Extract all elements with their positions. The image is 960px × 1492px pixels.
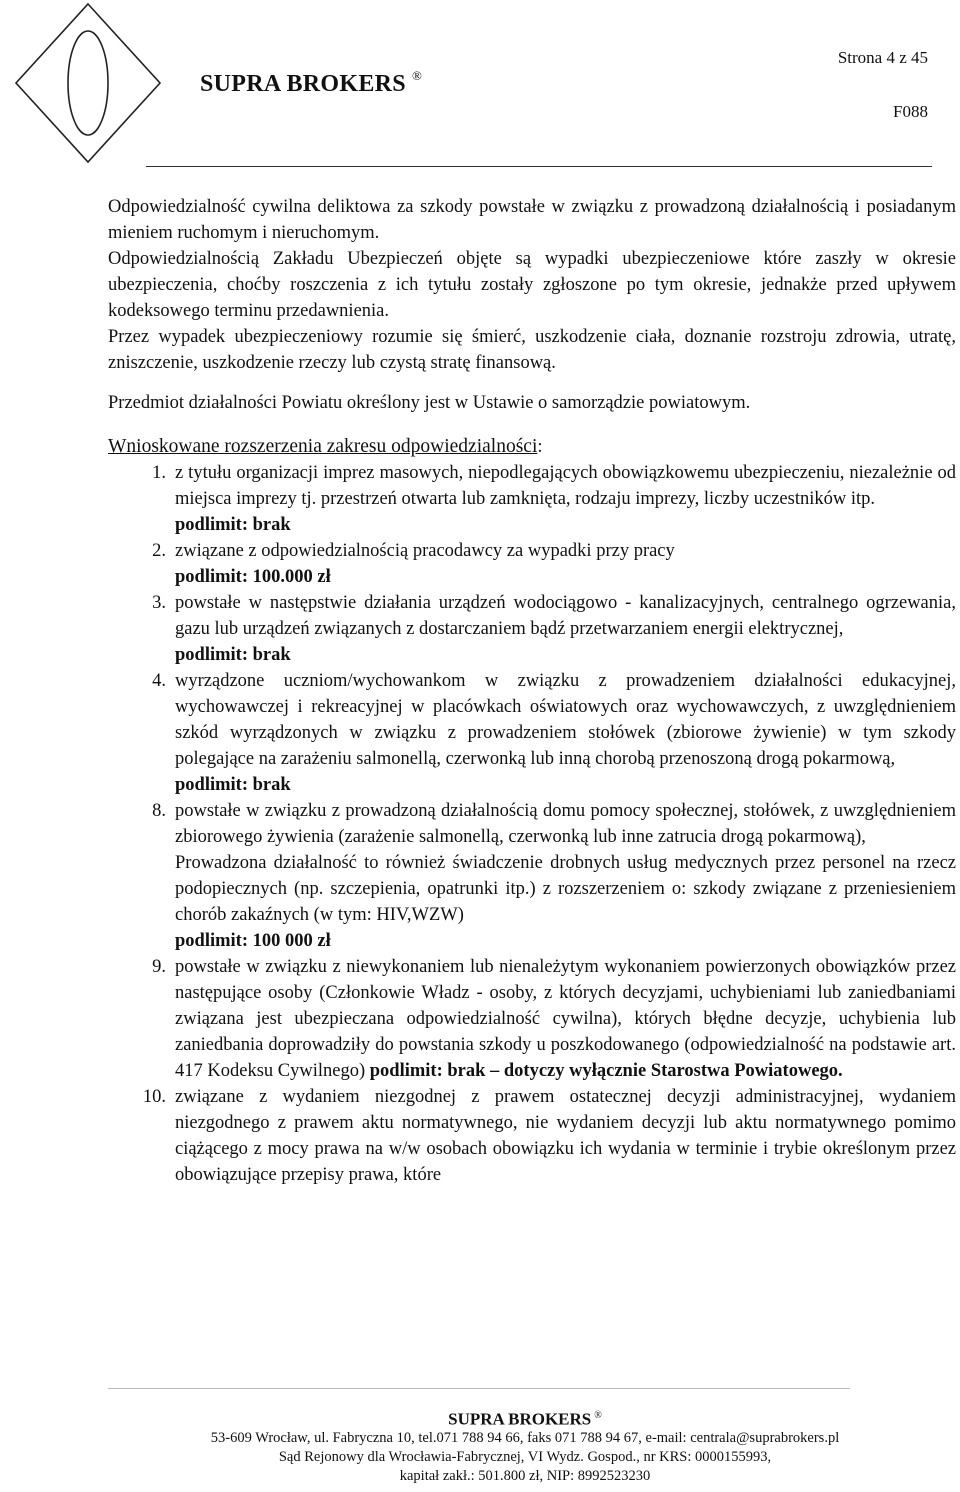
page-footer — [0, 1406, 960, 1486]
paragraph-liability: Odpowiedzialność cywilna deliktowa za szkody powstałe w związku z prowadzoną działalnością i posiadanym mieniem ruchomym i nieruchomym. — [108, 197, 956, 243]
list-item: 3. powstałe w następstwie działania urządzeń wodociągowo - kanalizacyjnych, centralnego ogrzewania, gazu lub urządzeń związanych z dostarczaniem bądź przetwarzaniem energii elektrycznej, podlimit: brak — [152, 593, 956, 665]
paragraph-scope: Odpowiedzialnością Zakładu Ubezpieczeń objęte są wypadki ubezpieczeniowe które zaszły w okresie ubezpieczenia, choćby roszczenia z ich tytułu zostały zgłoszone po tym okresie, jednakże przed upływem kodeksowego terminu przedawnienia. — [108, 249, 956, 321]
document-body — [108, 194, 956, 1188]
footer-brand: SUPRA BROKERS ® — [448, 1409, 602, 1429]
list-item: 4. wyrządzone uczniom/wychowankom w związku z prowadzeniem działalności edukacyjnej, wychowawczej i rekreacyjnej w placówkach oświatowych oraz wychowawczych, z uwzględnieniem szkód wyrządzonych w związku z prowadzeniem stołówek (zbiorowe żywienie) w tym szkody polegające na zarażeniu salmonellą, czerwonką lub inną chorobą przenoszoną drogą pokarmową, podlimit: brak — [152, 671, 956, 795]
list-item: 2. związane z odpowiedzialnością pracodawcy za wypadki przy pracy podlimit: 100.000 zł — [152, 541, 675, 587]
list-item: 8. powstałe w związku z prowadzoną działalnością domu pomocy społecznej, stołówek, z uwzględnieniem zbiorowego żywienia (zarażenie salmonellą, czerwonką lub inne zatrucia drogą pokarmową), Prowadzona działalność to również świadczenie drobnych usług medycznych przez personel na rzecz podopiecznych (np. szczepienia, opatrunki itp.) z rozszerzeniem o: szkody związane z przeniesieniem chorób zakaźnych (w tym: HIV,WZW) podlimit: 100 000 zł — [152, 801, 956, 951]
sublimit: podlimit: brak – dotyczy wyłącznie Starostwa Powiatowego. — [369, 1061, 843, 1081]
list-item: 10. związane z wydaniem niezgodnej z prawem ostatecznej decyzji administracyjnej, wydaniem niezgodnego z prawem aktu normatywnego, nie wydaniem decyzji lub aktu normatywnego pomimo ciążącego z mocy prawa na w/w osobach obowiązku ich wydania w terminie i trybie określonym przez obowiązujące przepisy prawa, które — [142, 1087, 956, 1185]
section-heading: Wnioskowane rozszerzenia zakresu odpowiedzialności: — [108, 436, 543, 457]
paragraph-activity: Przedmiot działalności Powiatu określony jest w Ustawie o samorządzie powiatowym. — [108, 393, 751, 413]
footer-address: 53-609 Wrocław, ul. Fabryczna 10, tel.071 788 94 66, faks 071 788 94 67, e-mail: centrala@suprabrokers.pl — [210, 1429, 840, 1446]
sublimit: podlimit: brak — [175, 775, 291, 795]
footer-divider — [108, 1388, 850, 1389]
sublimit: podlimit: brak — [175, 515, 291, 535]
registered-mark: ® — [411, 68, 423, 83]
sublimit: podlimit: 100 000 zł — [175, 931, 331, 951]
list-item: 9. powstałe w związku z niewykonaniem lub nienależytym wykonaniem powierzonych obowiązków przez następujące osoby (Członkowie Władz - osoby, z których decyzjami, uchybieniami lub zaniedbaniami związana jest ubezpieczana odpowiedzialność cywilna), których błędne decyzje, uchybienia lub zaniedbania doprowadziły do powstania szkody u poszkodowanego (odpowiedzialność na podstawie art. 417 Kodeksu Cywilnego) podlimit: brak – dotyczy wyłącznie Starostwa Powiatowego. — [152, 957, 956, 1081]
paragraph-definition: Przez wypadek ubezpieczeniowy rozumie się śmierć, uszkodzenie ciała, doznanie rozstroju zdrowia, utratę, zniszczenie, uszkodzenie rzeczy lub czystą stratę finansową. — [108, 327, 956, 373]
footer-court: Sąd Rejonowy dla Wrocławia-Fabrycznej, VI Wydz. Gospod., nr KRS: 0000155993, — [278, 1448, 772, 1465]
company-logo — [12, 2, 164, 164]
list-item: 1. z tytułu organizacji imprez masowych, niepodlegających obowiązkowemu ubezpieczeniu, niezależnie od miejsca imprezy tj. przestrzeń otwarta lub zamknięta, rodzaju imprezy, liczby uczestników itp. podlimit: brak — [152, 463, 956, 535]
sublimit: podlimit: brak — [175, 645, 291, 665]
extensions-list — [108, 460, 956, 1188]
header-divider — [146, 166, 932, 167]
brand-name: SUPRA BROKERS ® — [200, 68, 423, 97]
form-code: F088 — [893, 102, 928, 121]
footer-capital: kapitał zakł.: 501.800 zł, NIP: 8992523230 — [399, 1467, 651, 1484]
page-number: Strona 4 z 45 — [837, 48, 928, 67]
sublimit: podlimit: 100.000 zł — [175, 567, 331, 587]
